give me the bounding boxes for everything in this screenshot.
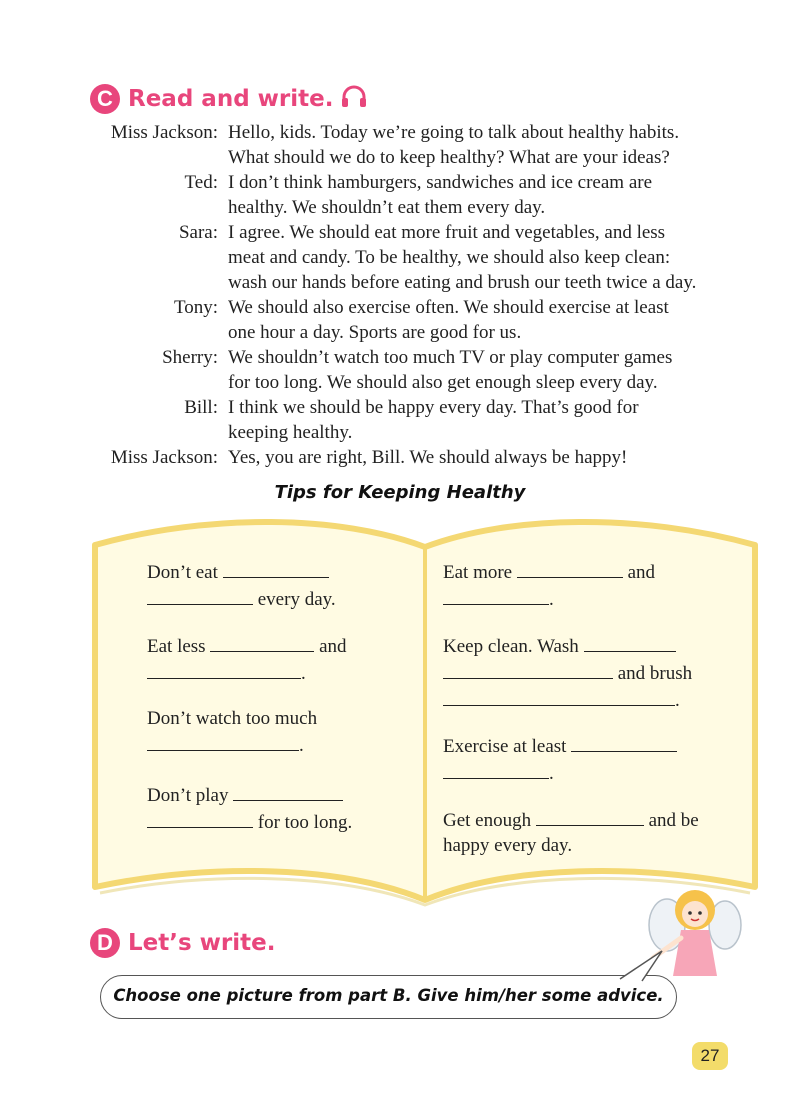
tip-text: and be [648,810,699,831]
answer-blank[interactable] [147,585,253,605]
speech [228,345,750,395]
page-number: 27 [692,1042,728,1070]
tip-left-2 [147,632,347,686]
tip-left-1 [147,558,336,612]
tip-left-4 [147,781,352,835]
section-d-title: Let’s write. [128,930,276,956]
section-c-title: Read and write. [128,86,334,112]
answer-blank[interactable] [571,732,677,752]
speaker-name: Miss Jackson: [110,122,218,143]
instruction-text: Choose one picture from part B. Give him/her some advice. [113,986,664,1005]
tip-text: every day. [257,589,336,610]
tip-right-2 [443,632,692,713]
speech-line: We should also exercise often. We should exercise at least [228,297,669,318]
speaker-name: Sara: [178,222,218,243]
answer-blank[interactable] [536,806,644,826]
speech [228,445,750,470]
answer-blank[interactable] [147,659,301,679]
speech [228,395,750,445]
tip-text: Exercise at least [443,736,567,757]
tip-text: and brush [617,663,693,684]
speech-line: Hello, kids. Today we’re going to talk about healthy habits. [228,122,680,143]
speech-line: healthy. We shouldn’t eat them every day. [228,197,546,218]
tip-right-3 [443,732,677,786]
speaker-name: Sherry: [162,347,218,368]
speech-line: I think we should be happy every day. That’s good for [228,397,639,418]
answer-blank[interactable] [443,686,675,706]
tip-left-3 [147,706,317,758]
tip-text: and [627,562,656,583]
tip-text: Eat more [443,562,513,583]
tip-text: Eat less [147,636,206,657]
dialogue-turn [100,395,750,445]
tip-text: for too long. [257,812,353,833]
answer-blank[interactable] [584,632,676,652]
speech [228,295,750,345]
speech-line: meat and candy. To be healthy, we should also keep clean: [228,247,671,268]
tip-text: Don’t play [147,785,229,806]
speech-line: What should we do to keep healthy? What are your ideas? [228,147,670,168]
speech-line: I don’t think hamburgers, sandwiches and ice cream are [228,172,653,193]
answer-blank[interactable] [147,731,299,751]
tip-text: . [549,763,554,784]
speaker-name: Tony: [173,297,218,318]
speech [228,120,750,170]
speech-line: one hour a day. Sports are good for us. [228,322,522,343]
speaker-name: Ted: [184,172,218,193]
speaker-name: Bill: [184,397,218,418]
instruction-bubble [100,975,677,1019]
section-d-badge: D [90,928,120,958]
answer-blank[interactable] [443,759,549,779]
answer-blank[interactable] [443,585,549,605]
tip-text: Keep clean. Wash [443,636,579,657]
answer-blank[interactable] [443,659,613,679]
tip-text: Don’t eat [147,562,218,583]
tip-text: . [301,663,306,684]
answer-blank[interactable] [223,558,329,578]
speech-line: Yes, you are right, Bill. We should always be happy! [228,447,628,468]
speech [228,170,750,220]
speech-line: We shouldn’t watch too much TV or play computer games [228,347,673,368]
dialogue [100,120,750,470]
tip-right-4 [443,806,699,858]
speech-line: I agree. We should eat more fruit and vegetables, and less [228,222,666,243]
dialogue-turn [100,220,750,295]
dialogue-turn [100,445,750,470]
tip-text: Get enough [443,810,532,831]
answer-blank[interactable] [147,808,253,828]
bubble-tail [600,945,680,985]
speech-line: for too long. We should also get enough sleep every day. [228,372,658,393]
section-c-header [90,84,367,114]
tip-right-1 [443,558,655,612]
headphones-icon[interactable] [341,85,367,114]
dialogue-turn [100,120,750,170]
answer-blank[interactable] [210,632,314,652]
tips-title: Tips for Keeping Healthy [274,482,526,503]
dialogue-turn [100,295,750,345]
tip-text: Don’t watch too much [147,708,318,729]
speech-line: keeping healthy. [228,422,353,443]
dialogue-turn [100,345,750,395]
section-c-badge: C [90,84,120,114]
speech-line: wash our hands before eating and brush our teeth twice a day. [228,272,697,293]
answer-blank[interactable] [517,558,623,578]
tip-text: . [299,735,304,756]
section-d-header [90,928,276,958]
tip-text: . [675,690,680,711]
speaker-name: Miss Jackson: [110,447,218,468]
dialogue-turn [100,170,750,220]
tip-text: and [319,636,347,657]
tip-text: . [549,589,554,610]
speech [228,220,750,295]
tip-text: happy every day. [443,835,573,856]
answer-blank[interactable] [233,781,343,801]
